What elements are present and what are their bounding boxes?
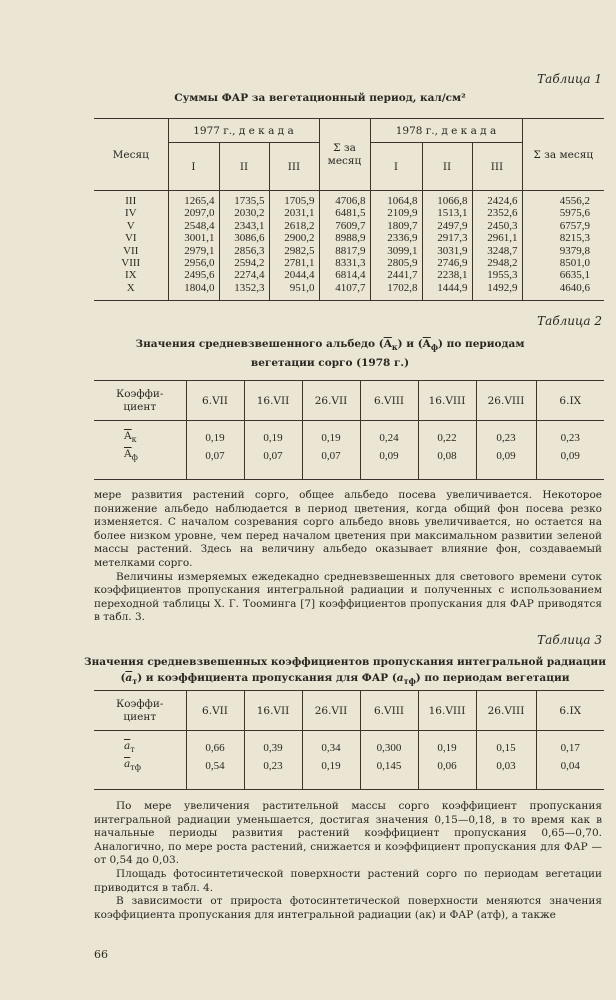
table-row <box>94 207 604 219</box>
table2-value-cell: 0,24 <box>360 421 418 448</box>
table1-dekada-1978-2: II <box>422 143 472 191</box>
table1-value-1977: 2979,1 <box>168 245 219 257</box>
table3-value-cell: 0,34 <box>302 731 360 758</box>
table1-value-1977: 4107,7 <box>319 282 370 301</box>
table3-value-cell: 0,19 <box>418 731 476 758</box>
table3-title <box>80 654 610 689</box>
table1-value-1977: 1804,0 <box>168 282 219 301</box>
table1-value-1977: 2343,1 <box>219 220 269 232</box>
table2-value-cell: 0,07 <box>186 447 244 480</box>
table2-value-cell: 0,07 <box>244 447 302 480</box>
table1-month-cell: VI <box>94 232 168 244</box>
table3-row-symbol-sub: тф <box>130 763 141 773</box>
table3-row-symbol: $\overline{a}$ <box>124 758 131 771</box>
table1-value-1977: 8817,9 <box>319 245 370 257</box>
table1-value-1977: 3086,6 <box>219 232 269 244</box>
table2-title-ak-sub: к <box>391 342 398 353</box>
table-row <box>94 257 604 269</box>
text-block-2 <box>94 800 602 922</box>
table2-coef-header: Коэффи- циент <box>94 381 186 421</box>
table1-value-1978: 2948,2 <box>472 257 522 269</box>
table-row <box>94 269 604 281</box>
table2-row-symbol: $\overline{A}$ <box>124 430 132 442</box>
table1-value-1978: 8501,0 <box>559 257 590 270</box>
text2-paragraph-2: Площадь фотосинтетической поверхности растений сорго по периодам вегетации приводится в табл. 4. <box>94 867 602 894</box>
table2-value-cell: 0,23 <box>476 421 536 448</box>
table3-value-cell: 0,15 <box>476 731 536 758</box>
table1-month-cell: VIII <box>94 257 168 269</box>
text2-paragraph-1: По мере увеличения растительной массы сорго коэффициент пропускания интегральной радиации уменьшается, достигая значения 0,15—0,18, в то время как в начальные периоды развития растений коэффициент пропускания 0,65—0,70. Аналогично, по мере роста растений, снижается и коэффициент пропускания для ФАР — от 0,54 до 0,03. <box>94 800 602 867</box>
table3-value-cell: 0,23 <box>244 757 302 790</box>
table1-value-1977: 2274,4 <box>219 269 269 281</box>
table2-value-cell: 0,09 <box>476 447 536 480</box>
table1-value-1978: 4556,2 <box>559 195 590 207</box>
table1-dekada-1977-3: III <box>269 143 319 191</box>
table1-value-1978: 2746,9 <box>422 257 472 269</box>
table-row <box>94 282 604 301</box>
table3-date-header: 6.IX <box>536 691 604 731</box>
table3-title-at-sub: т <box>132 676 138 687</box>
table1-dekada-1978-1: I <box>370 143 422 191</box>
table1-value-1978: 4640,6 <box>559 281 590 294</box>
table3-date-header: 6.VII <box>186 691 244 731</box>
table1-value-1977: 1735,5 <box>219 191 269 208</box>
table1-value-1977: 2781,1 <box>269 257 319 269</box>
table1-value-1978: 1492,9 <box>472 282 522 301</box>
text1-paragraph-1: мере развития растений сорго, общее альбедо посева увеличивается. Некоторое понижение альбедо наблюдается в период цветения, когда общий фон посева резко изменяется. С началом созревания сорго альбедо вновь увеличивается, но остается на более низком уровне, чем перед началом цветения при максимальном развитии зеленой массы растений. Здесь на величину альбедо оказывает влияние фон, создаваемый метелками сорго. <box>94 489 602 569</box>
table1-sum-header-1977: Σ за месяц <box>319 119 370 191</box>
table1-value-1977: 2956,0 <box>168 257 219 269</box>
table3-caption: Таблица 3 <box>537 633 602 647</box>
table2-date-header: 16.VIII <box>418 381 476 421</box>
table3-value-cell: 0,66 <box>186 731 244 758</box>
table2-value-cell: 0,08 <box>418 447 476 480</box>
table1-sum-header-1978: Σ за месяц <box>522 119 604 191</box>
table1-value-1978: 2450,3 <box>472 220 522 232</box>
table1-value-1978: 8215,3 <box>559 232 590 245</box>
table1-dekada-1978-3: III <box>472 143 522 191</box>
table1-value-1977: 2856,3 <box>219 245 269 257</box>
table1-value-1978: 1809,7 <box>370 220 422 232</box>
table1-value-1977: 1265,4 <box>168 191 219 208</box>
table1-value-1978: 9379,8 <box>559 244 590 257</box>
table1-value-1978: 1064,8 <box>370 191 422 208</box>
page-number: 66 <box>94 948 108 961</box>
table1-value-1977: 1705,9 <box>269 191 319 208</box>
table3-title-at: $\overline{a}$ <box>125 672 133 684</box>
table3-value-cell: 0,54 <box>186 757 244 790</box>
table1 <box>94 118 604 301</box>
table1-value-1977: 2982,5 <box>269 245 319 257</box>
table1-month-cell: IV <box>94 207 168 219</box>
table1-value-1977: 2030,2 <box>219 207 269 219</box>
table1-value-1978: 1955,3 <box>472 269 522 281</box>
table1-value-1978: 2336,9 <box>370 232 422 244</box>
table2-caption: Таблица 2 <box>537 314 602 328</box>
table1-value-1978: 1702,8 <box>370 282 422 301</box>
text-block-1 <box>94 489 602 625</box>
table2-value-cell: 0,19 <box>302 421 360 448</box>
table1-value-1978: 6757,9 <box>559 219 590 232</box>
table2-value-cell: 0,07 <box>302 447 360 480</box>
table1-value-1978: 3248,7 <box>472 245 522 257</box>
table3-value-cell: 0,145 <box>360 757 418 790</box>
table1-value-1978: 5975,6 <box>559 207 590 220</box>
table1-value-1978: 3099,1 <box>370 245 422 257</box>
table3-date-header: 26.VII <box>302 691 360 731</box>
table2-value-cell: 0,19 <box>244 421 302 448</box>
table1-value-1977: 1352,3 <box>219 282 269 301</box>
table3-title-atf-sub: тф <box>403 676 416 687</box>
table1-month-cell: V <box>94 220 168 232</box>
table1-value-1978: 3031,9 <box>422 245 472 257</box>
table2-row-symbol-sub: ф <box>131 453 138 463</box>
table3-value-cell: 0,06 <box>418 757 476 790</box>
table1-value-1978: 2424,6 <box>472 191 522 208</box>
table-row <box>94 731 604 758</box>
table3-row-label <box>94 757 186 790</box>
table3-value-cell: 0,39 <box>244 731 302 758</box>
table2-title-af: $\overline{A}$ <box>422 338 431 350</box>
table1-value-1977: 2044,4 <box>269 269 319 281</box>
table1-value-1977: 2548,4 <box>168 220 219 232</box>
table1-group-1977: 1977 г., д е к а д а <box>168 119 319 143</box>
table-row <box>94 191 604 208</box>
table1-title: Суммы ФАР за вегетационный период, кал/см² <box>174 92 466 104</box>
table2-date-header: 16.VII <box>244 381 302 421</box>
table1-dekada-1977-1: I <box>168 143 219 191</box>
table2-title-post: ) по периодам <box>438 338 525 350</box>
table2-row-symbol-sub: к <box>131 435 137 445</box>
table1-value-1978: 1513,1 <box>422 207 472 219</box>
table1-value-1978: 2441,7 <box>370 269 422 281</box>
table3-title-atf: a <box>396 672 404 684</box>
table2-title <box>80 336 580 371</box>
table1-value-1977: 951,0 <box>269 282 319 301</box>
table1-value-1977: 2097,0 <box>168 207 219 219</box>
table3-date-header: 6.VIII <box>360 691 418 731</box>
table3-date-header: 26.VIII <box>476 691 536 731</box>
table2-row-symbol: $\overline{A}$ <box>124 448 132 461</box>
table1-value-1978: 2238,1 <box>422 269 472 281</box>
table1-group-1978: 1978 г., д е к а д а <box>370 119 522 143</box>
table1-month-header: Месяц <box>94 119 168 191</box>
table1-value-1978: 2497,9 <box>422 220 472 232</box>
table-row <box>94 757 604 790</box>
table1-value-1978: 2352,6 <box>472 207 522 219</box>
table1-month-cell: X <box>94 282 168 301</box>
table2-title-af-sub: ф <box>430 342 439 353</box>
table2-title-pre: Значения средневзвешенного альбедо ( <box>135 338 384 350</box>
table1-month-cell: IX <box>94 269 168 281</box>
table3-date-header: 16.VIII <box>418 691 476 731</box>
table1-value-1977: 2495,6 <box>168 269 219 281</box>
table-row <box>94 245 604 257</box>
table1-value-1978: 2917,3 <box>422 232 472 244</box>
table3-value-cell: 0,300 <box>360 731 418 758</box>
table1-value-1977: 3001,1 <box>168 232 219 244</box>
table1-value-1978: 2109,9 <box>370 207 422 219</box>
table2 <box>94 380 604 480</box>
table1-value-1978: 2805,9 <box>370 257 422 269</box>
table1-value-1977: 2031,1 <box>269 207 319 219</box>
table2-date-header: 26.VII <box>302 381 360 421</box>
table3-value-cell: 0,04 <box>560 759 580 772</box>
table2-value-cell: 0,19 <box>186 421 244 448</box>
table1-value-1978: 2961,1 <box>472 232 522 244</box>
table2-value-cell: 0,22 <box>418 421 476 448</box>
table1-value-1977: 8988,9 <box>319 232 370 244</box>
table-row <box>94 447 604 480</box>
text1-paragraph-2: Величины измеряемых ежедекадно средневзвешенных для светового времени суток коэффициентов пропускания интегральной радиации и полученных с использованием переходной таблицы Х. Г. Тооминга [7] коэффициентов пропускания для ФАР приводятся в табл. 3. <box>94 570 602 624</box>
table1-value-1977: 2618,2 <box>269 220 319 232</box>
table3-value-cell: 0,19 <box>302 757 360 790</box>
table2-date-header: 6.IX <box>536 381 604 421</box>
table3-row-symbol-sub: т <box>130 745 135 755</box>
table1-value-1977: 6814,4 <box>319 269 370 281</box>
table2-title-ak: $\overline{A}$ <box>383 338 392 350</box>
table2-value-cell: 0,09 <box>560 449 580 462</box>
table1-month-cell: III <box>94 191 168 208</box>
table-row <box>94 220 604 232</box>
text2-paragraph-3: В зависимости от прироста фотосинтетической поверхности меняются значения коэффициента пропускания для интегральной радиации (aк) и ФАР (aтф), а также <box>94 895 602 921</box>
table3-title-post: ) по периодам вегетации <box>415 672 570 684</box>
table3 <box>94 690 604 790</box>
table3-date-header: 16.VII <box>244 691 302 731</box>
table-row <box>94 421 604 448</box>
table1-value-1977: 2900,2 <box>269 232 319 244</box>
table2-title-mid: ) и ( <box>397 338 423 350</box>
table1-value-1977: 8331,3 <box>319 257 370 269</box>
table1-caption: Таблица 1 <box>537 72 602 86</box>
table1-value-1977: 7609,7 <box>319 220 370 232</box>
table-row <box>94 232 604 244</box>
table1-month-cell: VII <box>94 245 168 257</box>
table1-value-1978: 1066,8 <box>422 191 472 208</box>
table2-row-label <box>94 447 186 480</box>
table3-coef-header: Коэффи- циент <box>94 691 186 731</box>
table3-value-cell: 0,17 <box>560 741 580 754</box>
table3-row-label <box>94 731 186 758</box>
table3-title-pre: ( <box>120 672 126 684</box>
table3-title-mid: ) и коэффициента пропускания для ФАР ( <box>137 672 397 684</box>
table2-title-line2: вегетации сорго (1978 г.) <box>250 357 410 370</box>
table1-value-1977: 4706,8 <box>319 191 370 208</box>
table2-value-cell: 0,09 <box>360 447 418 480</box>
table1-dekada-1977-2: II <box>219 143 269 191</box>
table1-value-1977: 6481,5 <box>319 207 370 219</box>
table2-row-label <box>94 421 186 448</box>
table2-date-header: 26.VIII <box>476 381 536 421</box>
table3-title-line1: Значения средневзвешенных коэффициентов пропускания интегральной радиации <box>84 656 606 668</box>
table1-value-1978: 1444,9 <box>422 282 472 301</box>
table1-value-1977: 2594,2 <box>219 257 269 269</box>
table3-row-symbol: $\overline{a}$ <box>124 740 131 752</box>
table2-date-header: 6.VII <box>186 381 244 421</box>
table2-date-header: 6.VIII <box>360 381 418 421</box>
table3-value-cell: 0,03 <box>476 757 536 790</box>
table1-value-1978: 6635,1 <box>559 269 590 282</box>
table2-value-cell: 0,23 <box>560 431 580 444</box>
